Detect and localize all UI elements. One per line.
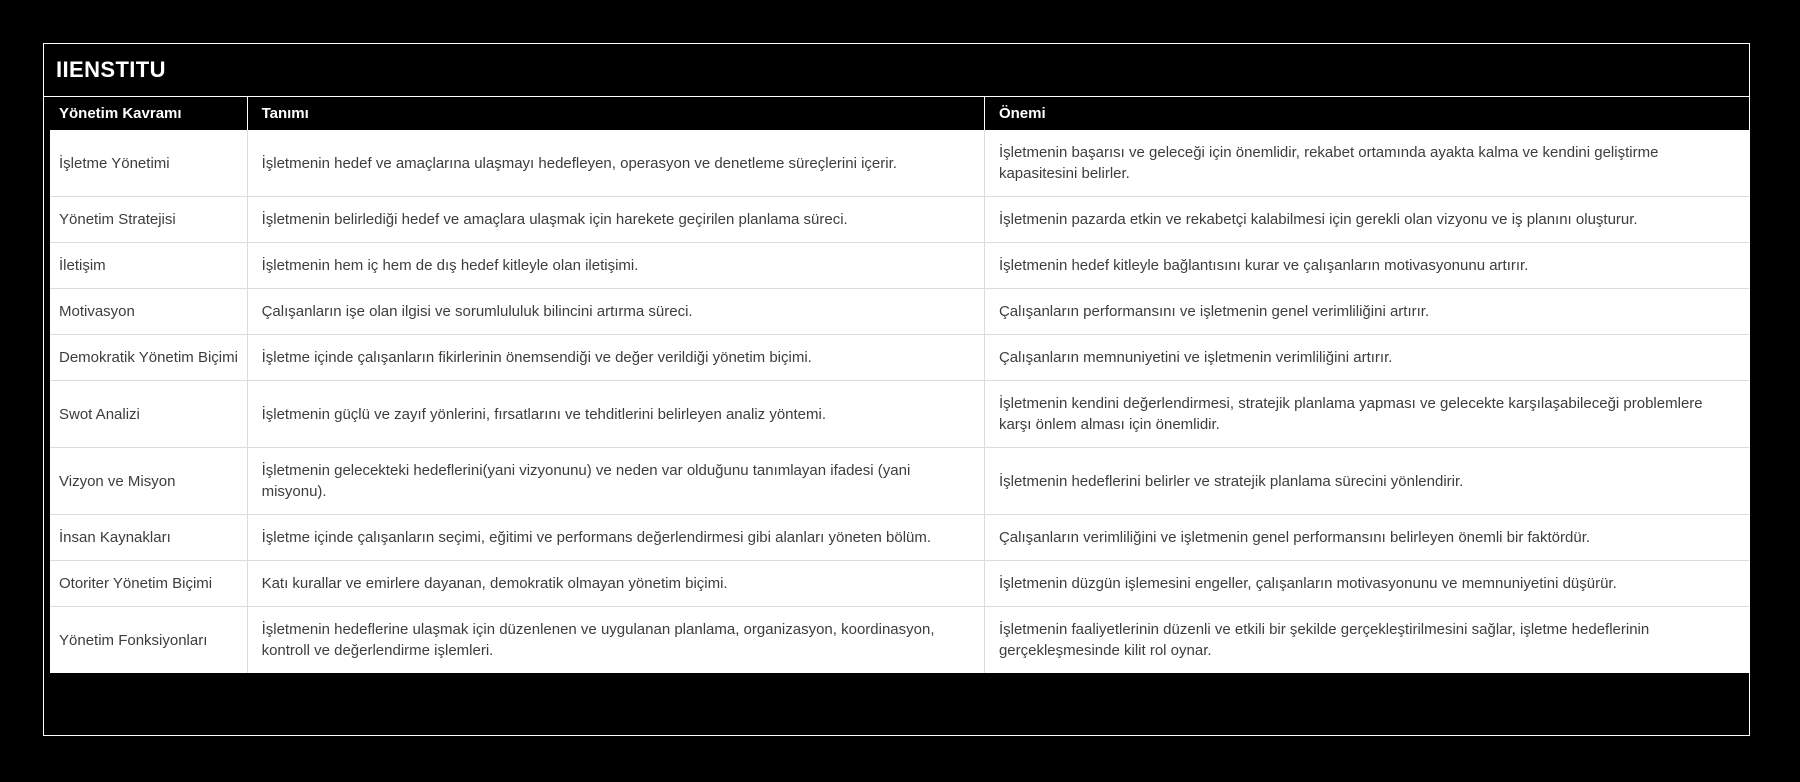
- definition-cell: İşletmenin güçlü ve zayıf yönlerini, fırsatlarını ve tehditlerini belirleyen analiz yöntemi.: [247, 381, 984, 448]
- definition-cell: İşletmenin gelecekteki hedeflerini(yani vizyonunu) ve neden var olduğunu tanımlayan ifadesi (yani misyonu).: [247, 448, 984, 515]
- importance-cell: İşletmenin hedeflerini belirler ve stratejik planlama sürecini yönlendirir.: [984, 448, 1749, 515]
- column-header-kavram: Yönetim Kavramı: [50, 97, 247, 130]
- definition-cell: İşletmenin hedef ve amaçlarına ulaşmayı hedefleyen, operasyon ve denetleme süreçlerini içerir.: [247, 130, 984, 197]
- definition-cell: İşletmenin hedeflerine ulaşmak için düzenlenen ve uygulanan planlama, organizasyon, koordinasyon, kontroll ve değerlendirme işlemleri.: [247, 607, 984, 674]
- table-row: [50, 243, 1749, 289]
- table-row: [50, 448, 1749, 515]
- definition-cell: İşletmenin hem iç hem de dış hedef kitleyle olan iletişimi.: [247, 243, 984, 289]
- table-row: [50, 335, 1749, 381]
- concept-cell: Yönetim Fonksiyonları: [50, 607, 247, 674]
- definition-cell: İşletmenin belirlediği hedef ve amaçlara ulaşmak için harekete geçirilen planlama süreci.: [247, 197, 984, 243]
- importance-cell: Çalışanların performansını ve işletmenin genel verimliliğini artırır.: [984, 289, 1749, 335]
- importance-cell: İşletmenin düzgün işlemesini engeller, çalışanların motivasyonunu ve memnuniyetini düşürür.: [984, 561, 1749, 607]
- concepts-table-container: [50, 97, 1749, 673]
- table-row: [50, 130, 1749, 197]
- importance-cell: İşletmenin pazarda etkin ve rekabetçi kalabilmesi için gerekli olan vizyonu ve iş planını oluşturur.: [984, 197, 1749, 243]
- concept-cell: İnsan Kaynakları: [50, 515, 247, 561]
- concept-cell: Demokratik Yönetim Biçimi: [50, 335, 247, 381]
- concept-cell: Vizyon ve Misyon: [50, 448, 247, 515]
- importance-cell: İşletmenin kendini değerlendirmesi, stratejik planlama yapması ve gelecekte karşılaşabileceği problemlere karşı önlem alması için önemlidir.: [984, 381, 1749, 448]
- definition-cell: İşletme içinde çalışanların seçimi, eğitimi ve performans değerlendirmesi gibi alanları yöneten bölüm.: [247, 515, 984, 561]
- table-header: [50, 97, 1749, 130]
- importance-cell: İşletmenin başarısı ve geleceği için önemlidir, rekabet ortamında ayakta kalma ve kendini geliştirme kapasitesini belirler.: [984, 130, 1749, 197]
- content-card: [43, 43, 1750, 736]
- table-row: [50, 515, 1749, 561]
- management-concepts-table: [50, 97, 1749, 673]
- concept-cell: Swot Analizi: [50, 381, 247, 448]
- importance-cell: Çalışanların verimliliğini ve işletmenin genel performansını belirleyen önemli bir faktördür.: [984, 515, 1749, 561]
- concept-cell: Otoriter Yönetim Biçimi: [50, 561, 247, 607]
- column-header-tanim: Tanımı: [247, 97, 984, 130]
- column-header-onem: Önemi: [984, 97, 1749, 130]
- concept-cell: İletişim: [50, 243, 247, 289]
- importance-cell: İşletmenin hedef kitleyle bağlantısını kurar ve çalışanların motivasyonunu artırır.: [984, 243, 1749, 289]
- table-row: [50, 289, 1749, 335]
- table-row: [50, 561, 1749, 607]
- definition-cell: Katı kurallar ve emirlere dayanan, demokratik olmayan yönetim biçimi.: [247, 561, 984, 607]
- brand-title: IIENSTITU: [44, 44, 1749, 97]
- table-row: [50, 197, 1749, 243]
- importance-cell: Çalışanların memnuniyetini ve işletmenin verimliliğini artırır.: [984, 335, 1749, 381]
- table-header-row: [50, 97, 1749, 130]
- table-row: [50, 607, 1749, 674]
- definition-cell: Çalışanların işe olan ilgisi ve sorumlululuk bilincini artırma süreci.: [247, 289, 984, 335]
- concept-cell: Motivasyon: [50, 289, 247, 335]
- definition-cell: İşletme içinde çalışanların fikirlerinin önemsendiği ve değer verildiği yönetim biçimi.: [247, 335, 984, 381]
- table-row: [50, 381, 1749, 448]
- table-body: [50, 130, 1749, 673]
- importance-cell: İşletmenin faaliyetlerinin düzenli ve etkili bir şekilde gerçekleştirilmesini sağlar, işletme hedeflerinin gerçekleşmesinde kilit rol oynar.: [984, 607, 1749, 674]
- concept-cell: İşletme Yönetimi: [50, 130, 247, 197]
- concept-cell: Yönetim Stratejisi: [50, 197, 247, 243]
